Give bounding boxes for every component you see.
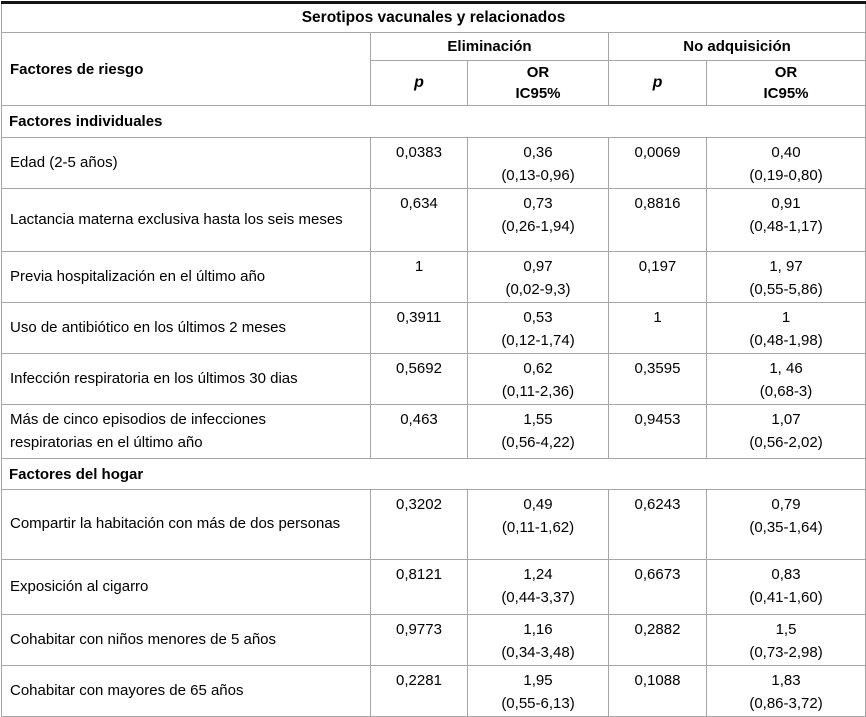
eliminacion-or-cell bbox=[468, 303, 609, 354]
table-row bbox=[2, 303, 866, 354]
ic95-header-label: IC95% bbox=[763, 85, 809, 102]
eliminacion-p-value: 0,3911 bbox=[371, 303, 468, 354]
ic95-header-label: IC95% bbox=[515, 85, 561, 102]
no-adquisicion-or-cell bbox=[707, 560, 866, 615]
risk-factor-label: Previa hospitalización en el último año bbox=[2, 252, 371, 303]
table-row bbox=[2, 615, 866, 666]
section-label: Factores individuales bbox=[2, 106, 866, 138]
eliminacion-p-value: 0,2281 bbox=[371, 666, 468, 717]
group-header-row bbox=[2, 33, 866, 61]
no-adquisicion-p-value: 0,6243 bbox=[609, 490, 707, 560]
no-adquisicion-p-value: 0,2882 bbox=[609, 615, 707, 666]
no-adquisicion-p-value: 1 bbox=[609, 303, 707, 354]
risk-factor-label: Lactancia materna exclusiva hasta los seis meses bbox=[2, 189, 371, 252]
or-value: 0,91 bbox=[771, 195, 801, 212]
eliminacion-or-cell bbox=[468, 138, 609, 189]
risk-factor-label: Cohabitar con niños menores de 5 años bbox=[2, 615, 371, 666]
no-adquisicion-or-header bbox=[707, 61, 866, 106]
no-adquisicion-p-value: 0,9453 bbox=[609, 405, 707, 459]
ic95-value: (0,34-3,48) bbox=[501, 643, 575, 661]
no-adquisicion-or-cell bbox=[707, 252, 866, 303]
ic95-value: (0,11-1,62) bbox=[501, 518, 575, 536]
eliminacion-p-value: 0,0383 bbox=[371, 138, 468, 189]
or-value: 0,83 bbox=[771, 566, 801, 583]
or-value: 0,62 bbox=[523, 360, 553, 377]
eliminacion-or-cell bbox=[468, 405, 609, 459]
eliminacion-or-cell bbox=[468, 189, 609, 252]
no-adquisicion-or-cell bbox=[707, 189, 866, 252]
no-adquisicion-p-value: 0,6673 bbox=[609, 560, 707, 615]
eliminacion-or-cell bbox=[468, 560, 609, 615]
or-value: 1,24 bbox=[523, 566, 553, 583]
eliminacion-or-cell bbox=[468, 354, 609, 405]
or-value: 1,83 bbox=[771, 672, 801, 689]
or-value: 0,49 bbox=[523, 496, 553, 513]
eliminacion-group-header: Eliminación bbox=[371, 33, 609, 61]
no-adquisicion-p-value: 0,1088 bbox=[609, 666, 707, 717]
eliminacion-p-value: 0,463 bbox=[371, 405, 468, 459]
or-value: 1 bbox=[781, 309, 791, 326]
risk-factor-label: Infección respiratoria en los últimos 30 dias bbox=[2, 354, 371, 405]
risk-factor-label: Cohabitar con mayores de 65 años bbox=[2, 666, 371, 717]
eliminacion-p-value: 0,634 bbox=[371, 189, 468, 252]
risk-factor-label: Exposición al cigarro bbox=[2, 560, 371, 615]
no-adquisicion-or-cell bbox=[707, 138, 866, 189]
no-adquisicion-group-header: No adquisición bbox=[609, 33, 866, 61]
ic95-value: (0,68-3) bbox=[759, 382, 813, 400]
section-row bbox=[2, 106, 866, 138]
ic95-value: (0,19-0,80) bbox=[749, 166, 823, 184]
risk-factors-table bbox=[1, 1, 866, 717]
no-adquisicion-or-cell bbox=[707, 666, 866, 717]
or-value: 0,40 bbox=[771, 144, 801, 161]
eliminacion-p-value: 1 bbox=[371, 252, 468, 303]
ic95-value: (0,13-0,96) bbox=[501, 166, 575, 184]
risk-factor-label: Más de cinco episodios de infecciones respiratorias en el último año bbox=[2, 405, 371, 459]
eliminacion-p-value: 0,5692 bbox=[371, 354, 468, 405]
eliminacion-p-value: 0,3202 bbox=[371, 490, 468, 560]
ic95-value: (0,56-4,22) bbox=[501, 433, 575, 451]
or-value: 1,5 bbox=[775, 621, 797, 638]
table-row bbox=[2, 354, 866, 405]
or-value: 1,16 bbox=[523, 621, 553, 638]
no-adquisicion-or-cell bbox=[707, 354, 866, 405]
no-adquisicion-or-cell bbox=[707, 405, 866, 459]
ic95-value: (0,48-1,17) bbox=[749, 217, 823, 235]
eliminacion-or-cell bbox=[468, 666, 609, 717]
risk-factor-column-header: Factores de riesgo bbox=[2, 33, 371, 106]
no-adquisicion-or-cell bbox=[707, 615, 866, 666]
or-value: 0,53 bbox=[523, 309, 553, 326]
table-row bbox=[2, 490, 866, 560]
or-header-label: OR bbox=[774, 64, 798, 81]
ic95-value: (0,86-3,72) bbox=[749, 694, 823, 712]
no-adquisicion-p-header: p bbox=[609, 61, 707, 106]
table-row bbox=[2, 405, 866, 459]
table-title-row bbox=[2, 3, 866, 33]
risk-factor-label: Compartir la habitación con más de dos personas bbox=[2, 490, 371, 560]
no-adquisicion-p-value: 0,8816 bbox=[609, 189, 707, 252]
section-row bbox=[2, 459, 866, 490]
table-row bbox=[2, 138, 866, 189]
table-row bbox=[2, 560, 866, 615]
or-value: 0,36 bbox=[523, 144, 553, 161]
table-row bbox=[2, 189, 866, 252]
ic95-value: (0,41-1,60) bbox=[749, 588, 823, 606]
or-value: 0,97 bbox=[523, 258, 553, 275]
ic95-value: (0,44-3,37) bbox=[501, 588, 575, 606]
eliminacion-or-cell bbox=[468, 490, 609, 560]
risk-factor-label: Edad (2-5 años) bbox=[2, 138, 371, 189]
or-value: 0,73 bbox=[523, 195, 553, 212]
no-adquisicion-p-value: 0,197 bbox=[609, 252, 707, 303]
eliminacion-or-cell bbox=[468, 615, 609, 666]
no-adquisicion-p-value: 0,0069 bbox=[609, 138, 707, 189]
eliminacion-or-header bbox=[468, 61, 609, 106]
or-value: 1,55 bbox=[523, 411, 553, 428]
table-title: Serotipos vacunales y relacionados bbox=[2, 3, 866, 33]
ic95-value: (0,11-2,36) bbox=[501, 382, 575, 400]
eliminacion-or-cell bbox=[468, 252, 609, 303]
no-adquisicion-or-cell bbox=[707, 303, 866, 354]
ic95-value: (0,35-1,64) bbox=[749, 518, 823, 536]
no-adquisicion-p-value: 0,3595 bbox=[609, 354, 707, 405]
or-value: 0,79 bbox=[771, 496, 801, 513]
ic95-value: (0,26-1,94) bbox=[501, 217, 575, 235]
eliminacion-p-header: p bbox=[371, 61, 468, 106]
or-header-label: OR bbox=[526, 64, 550, 81]
eliminacion-p-value: 0,8121 bbox=[371, 560, 468, 615]
or-value: 1,07 bbox=[771, 411, 801, 428]
ic95-value: (0,55-5,86) bbox=[749, 280, 823, 298]
no-adquisicion-or-cell bbox=[707, 490, 866, 560]
table-row bbox=[2, 252, 866, 303]
risk-factor-label: Uso de antibiótico en los últimos 2 meses bbox=[2, 303, 371, 354]
table-row bbox=[2, 666, 866, 717]
or-value: 1,95 bbox=[523, 672, 553, 689]
or-value: 1, 97 bbox=[769, 258, 803, 275]
section-label: Factores del hogar bbox=[2, 459, 866, 490]
eliminacion-p-value: 0,9773 bbox=[371, 615, 468, 666]
ic95-value: (0,12-1,74) bbox=[501, 331, 575, 349]
ic95-value: (0,73-2,98) bbox=[749, 643, 823, 661]
ic95-value: (0,02-9,3) bbox=[505, 280, 571, 298]
or-value: 1, 46 bbox=[769, 360, 803, 377]
ic95-value: (0,55-6,13) bbox=[501, 694, 575, 712]
ic95-value: (0,48-1,98) bbox=[749, 331, 823, 349]
ic95-value: (0,56-2,02) bbox=[749, 433, 823, 451]
